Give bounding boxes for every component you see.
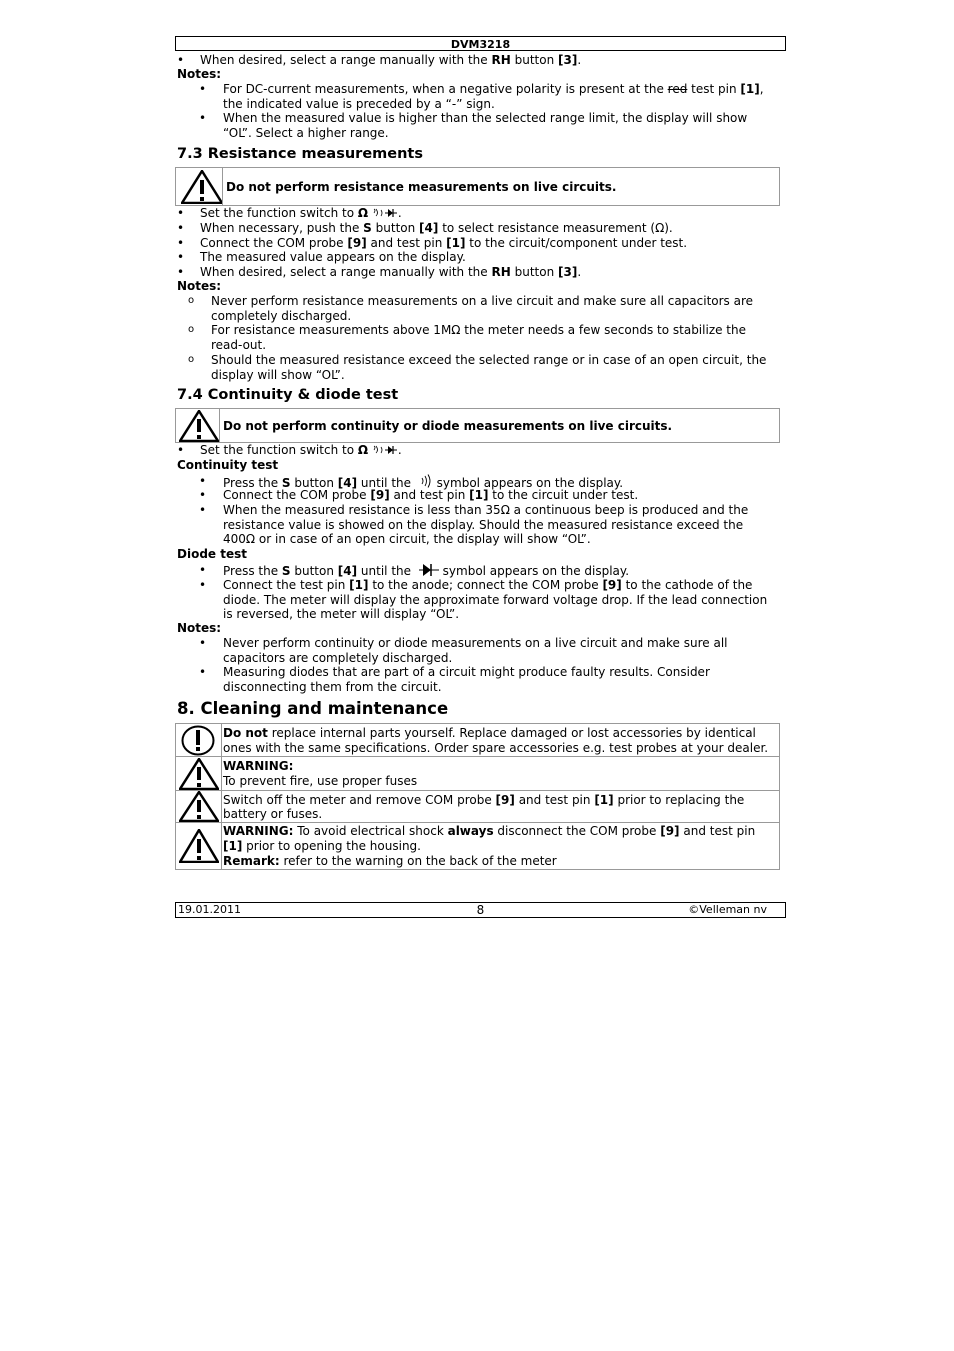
warning-triangle-icon (179, 758, 219, 790)
notes-label: Notes: (177, 67, 222, 81)
page-number: 8 (476, 903, 485, 917)
notes-label: Notes: (177, 279, 222, 293)
warning-triangle-icon (179, 410, 219, 442)
bullet-dot: • (177, 53, 185, 67)
maintenance-text: Remark: refer to the warning on the back of the meter (223, 854, 557, 868)
diode-icon (419, 563, 439, 577)
maintenance-text: Switch off the meter and remove COM probe [9] and test pin [1] prior to replacing the (223, 793, 745, 807)
page-footer (175, 902, 786, 918)
maintenance-text: [1] prior to opening the housing. (223, 839, 421, 853)
model-title: DVM3218 (450, 38, 511, 51)
page-header (175, 36, 786, 51)
maintenance-text: WARNING: (223, 759, 294, 773)
maintenance-text: ones with the same specifications. Order spare accessories e.g. test probes at your dealer. (223, 741, 769, 755)
divider (176, 822, 779, 823)
subheading: Continuity test (177, 458, 279, 472)
continuity-diode-icon (372, 445, 398, 455)
maintenance-text: WARNING: To avoid electrical shock always disconnect the COM probe [9] and test pin (223, 824, 756, 838)
section-title-cleaning: 8. Cleaning and maintenance (177, 699, 449, 718)
divider (176, 756, 779, 757)
warning-triangle-icon (179, 791, 219, 822)
maintenance-text: To prevent fire, use proper fuses (223, 774, 418, 788)
maintenance-table (175, 723, 780, 870)
divider (222, 168, 223, 205)
maintenance-text: battery or fuses. (223, 807, 323, 821)
bullet-dot: • (199, 111, 207, 125)
warning-box (175, 408, 780, 443)
divider (176, 790, 779, 791)
divider (221, 724, 222, 869)
section-title-resistance: 7.3 Resistance measurements (177, 146, 423, 162)
buzzer-icon (419, 474, 433, 488)
section-title-continuity: 7.4 Continuity & diode test (177, 387, 399, 403)
warning-triangle-icon (181, 170, 223, 204)
warning-box (175, 167, 780, 206)
footer-date: 19.01.2011 (178, 903, 241, 916)
continuity-diode-icon (372, 208, 398, 218)
divider (219, 409, 220, 442)
notes-label: Notes: (177, 621, 222, 635)
warning-text: Do not perform resistance measurements on live circuits. (226, 180, 617, 194)
footer-copyright: ©Velleman nv (688, 903, 767, 916)
bullet-dot: • (199, 82, 207, 96)
warning-text: Do not perform continuity or diode measurements on live circuits. (223, 419, 673, 433)
warning-triangle-icon (179, 829, 219, 863)
maintenance-text: Do not replace internal parts yourself. Replace damaged or lost accessories by identical (223, 726, 756, 740)
subheading: Diode test (177, 547, 247, 561)
exclamation-circle-icon (181, 725, 215, 756)
